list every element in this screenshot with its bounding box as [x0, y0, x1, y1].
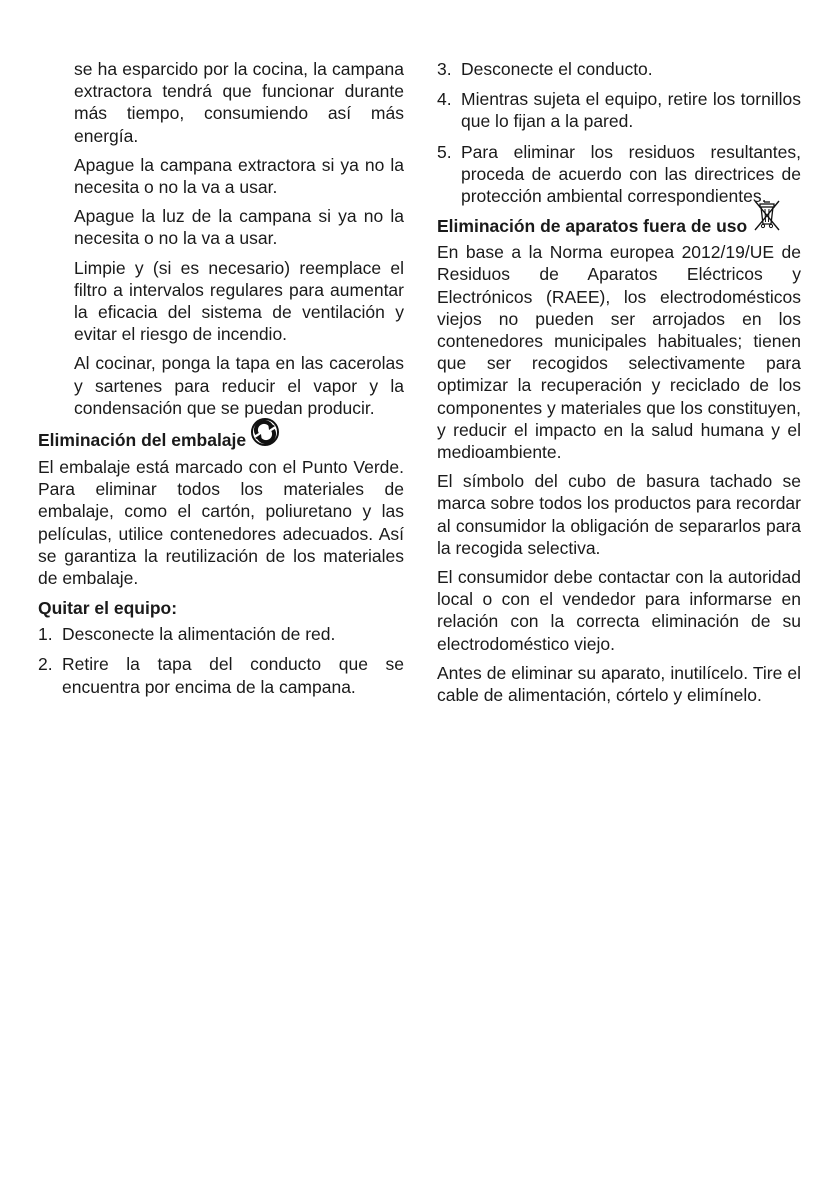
- packaging-heading: [38, 427, 404, 452]
- list-item: [437, 58, 801, 80]
- list-item: [437, 141, 801, 208]
- step-text: Mientras sujeta el equipo, retire los tornillos que lo fijan a la pared.: [461, 89, 801, 132]
- step-number: 5.: [437, 141, 452, 162]
- tip-paragraph: Apague la luz de la campana si ya no la necesita o no la va a usar.: [74, 206, 404, 249]
- disposal-paragraph: El consumidor debe contactar con la autoridad local o con el vendedor para informarse en relación con la correcta eliminación de su electrodoméstico viejo.: [437, 567, 801, 654]
- disposal-paragraph: Antes de eliminar su aparato, inutilícelo. Tire el cable de alimentación, córtelo y elimínelo.: [437, 662, 801, 706]
- remove-steps-continued: [437, 58, 801, 207]
- tip-paragraph: Apague la campana extractora si ya no la necesita o no la va a usar.: [74, 154, 404, 198]
- tip-paragraph: Al cocinar, ponga la tapa en las cacerolas y sartenes para reducir el vapor y la condensación que se puedan producir.: [74, 353, 404, 418]
- left-column: [38, 58, 404, 706]
- packaging-paragraph: El embalaje está marcado con el Punto Verde. Para eliminar todos los materiales de embalaje, como el cartón, poliuretano y las películas, utilice contenedores adecuados. Así se garantiza la reutilización de los materiales de embalaje.: [38, 457, 404, 589]
- step-text: Retire la tapa del conducto que se encuentra por encima de la campana.: [62, 654, 404, 697]
- step-number: 3.: [437, 59, 452, 79]
- disposal-paragraph: El símbolo del cubo de basura tachado se marca sobre todos los productos para recordar al consumidor la obligación de separarlos para la recogida selectiva.: [437, 471, 801, 558]
- step-text: Desconecte la alimentación de red.: [62, 624, 336, 645]
- remove-heading: Quitar el equipo:: [38, 598, 178, 619]
- list-item: [38, 623, 404, 645]
- list-item: [437, 88, 801, 132]
- tip-paragraph: Limpie y (si es necesario) reemplace el filtro a intervalos regulares para aumentar la eficacia del sistema de ventilación y evitar el riesgo de incendio.: [74, 257, 404, 345]
- energy-tips: [38, 58, 404, 419]
- tip-paragraph: se ha esparcido por la cocina, la campana extractora tendrá que funcionar durante más tiempo, consumiendo así más energía.: [74, 59, 404, 146]
- step-number: 1.: [38, 624, 53, 645]
- recycle-icon: [250, 427, 280, 452]
- disposal-paragraph: En base a la Norma europea 2012/19/UE de Residuos de Aparatos Eléctricos y Electrónicos (RAEE), los electrodomésticos viejos no pueden ser arrojados en los contenedores municipales habituales; tienen que ser recogidos selectivamente para optimizar la recuperación y reciclado de los componentes y materiales que los constituyen, y reducir el impacto en la salud humana y el medioambiente.: [437, 242, 801, 463]
- right-column: [437, 58, 801, 713]
- step-number: 2.: [38, 654, 53, 675]
- packaging-heading-text: Eliminación del embalaje: [38, 429, 247, 450]
- disposal-heading: [437, 215, 801, 237]
- remove-steps: [38, 623, 404, 698]
- disposal-heading-text: Eliminación de aparatos fuera de uso: [437, 216, 748, 237]
- step-text: Para eliminar los residuos resultantes, proceda de acuerdo con las directrices de protección ambiental correspondientes.: [461, 141, 801, 207]
- step-number: 4.: [437, 89, 452, 110]
- step-text: Desconecte el conducto.: [461, 59, 653, 79]
- crossed-bin-icon: [751, 215, 783, 237]
- list-item: [38, 653, 404, 697]
